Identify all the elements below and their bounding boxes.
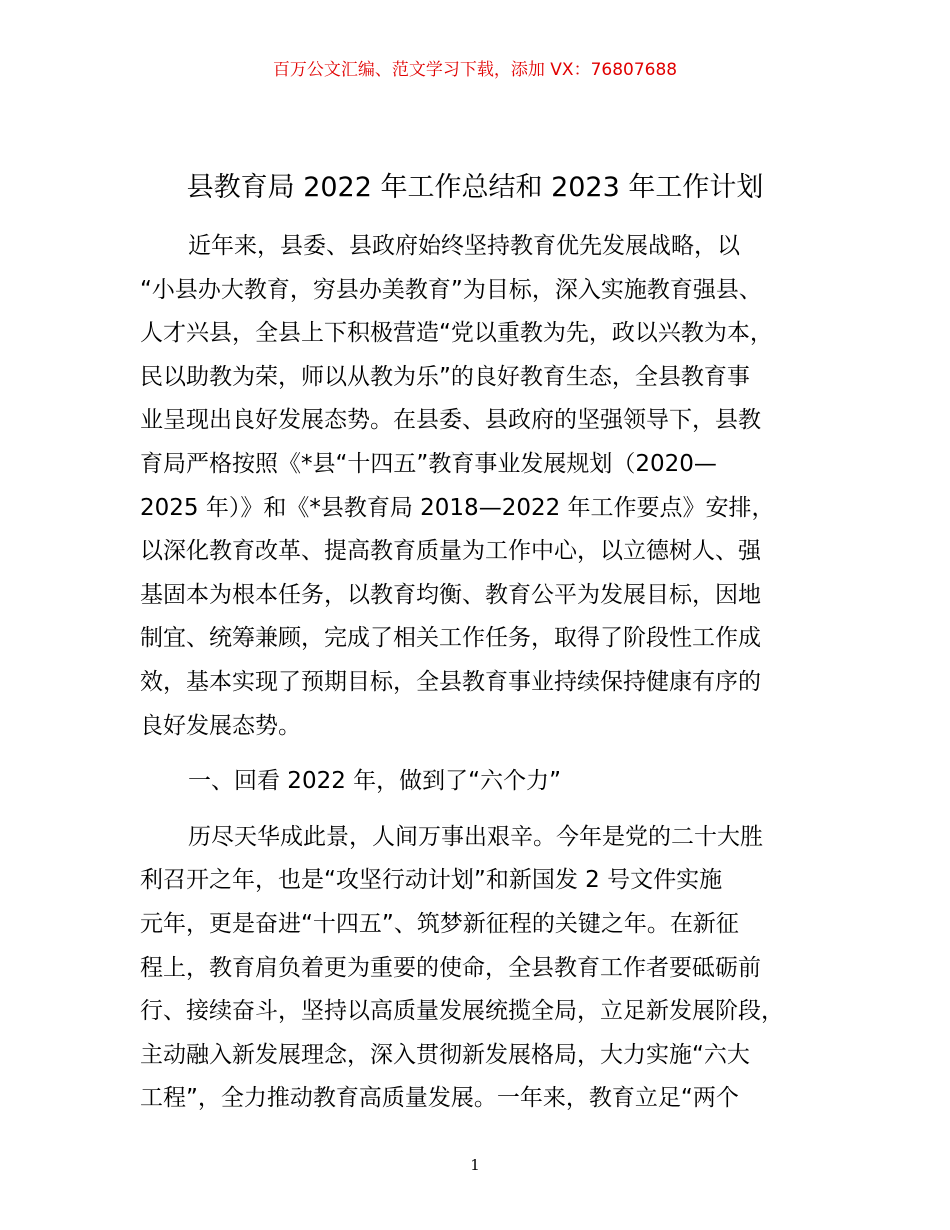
text-line: 人才兴县，全县上下积极营造“党以重教为先，政以兴教为本， [140, 320, 773, 347]
text-line: 民以助教为荣，师以从教为乐”的良好教育生态，全县教育事 [140, 363, 750, 390]
text-line: 元年，更是奋进“十四五”、筑梦新征程的关键之年。在新征 [140, 910, 739, 937]
text-line: 以深化教育改革、提高教育质量为工作中心，以立德树人、强 [140, 538, 761, 565]
header-watermark-note: 百万公文汇编、范文学习下载，添加 VX：76807688 [272, 60, 678, 80]
text-line: 育局严格按照《*县“十四五”教育事业发展规划（2020— [140, 450, 717, 477]
text-line: 业呈现出良好发展态势。在县委、县政府的坚强领导下，县教 [140, 407, 761, 434]
text-line: 行、接续奋斗，坚持以高质量发展统揽全局，立足新发展阶段， [140, 998, 784, 1025]
text-line: 历尽天华成此景，人间万事出艰辛。今年是党的二十大胜 [188, 823, 763, 850]
document-body [140, 225, 840, 1121]
text-line: 效，基本实现了预期目标，全县教育事业持续保持健康有序的 [140, 668, 761, 695]
text-line: 基固本为根本任务，以教育均衡、教育公平为发展目标，因地 [140, 581, 761, 608]
text-line: 近年来，县委、县政府始终坚持教育优先发展战略，以 [188, 233, 740, 259]
document-title: 县教育局 2022 年工作总结和 2023 年工作计划 [186, 172, 764, 203]
text-line: 程上，教育肩负着更为重要的使命，全县教育工作者要砥砺前 [140, 954, 761, 981]
paragraph-review [140, 816, 840, 1121]
section-heading: 一、回看 2022 年，做到了“六个力” [188, 768, 561, 795]
text-line: 2025 年）》和《*县教育局 2018—2022 年工作要点》安排， [140, 494, 775, 521]
text-line: 主动融入新发展理念，深入贯彻新发展格局，大力实施“六大 [140, 1041, 750, 1068]
paragraph-intro [140, 225, 840, 748]
page-number: 1 [470, 1156, 480, 1174]
text-line: 良好发展态势。 [140, 712, 301, 739]
text-line: 工程”，全力推动教育高质量发展。一年来，教育立足“两个 [140, 1085, 739, 1112]
text-line: “小县办大教育，穷县办美教育”为目标，深入实施教育强县、 [140, 276, 762, 303]
text-line: 利召开之年，也是“攻坚行动计划”和新国发 2 号文件实施 [140, 867, 723, 894]
text-line: 制宜、统筹兼顾，完成了相关工作任务，取得了阶段性工作成 [140, 625, 761, 652]
